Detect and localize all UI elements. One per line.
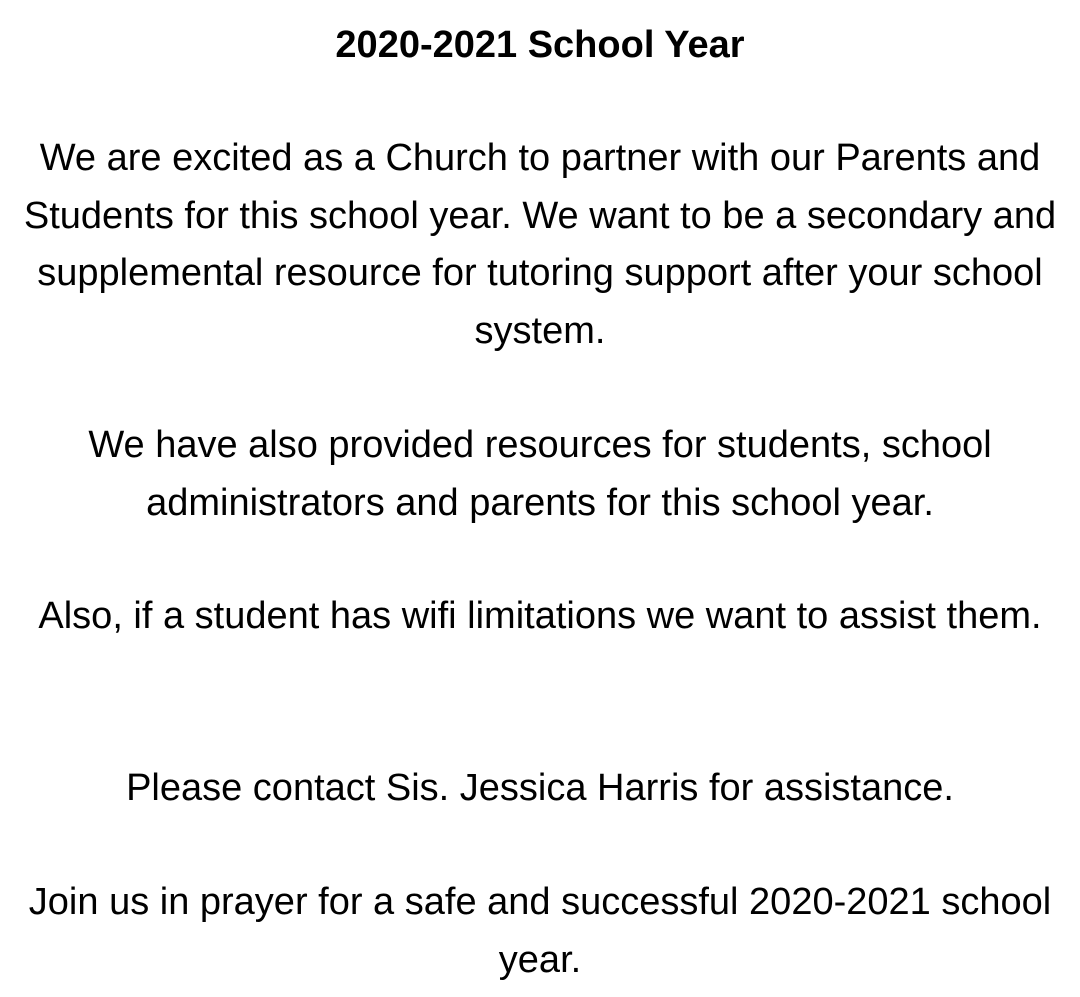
prayer-paragraph: Join us in prayer for a safe and successful 2020-2021 school year.	[28, 881, 1052, 981]
resources-paragraph: We have also provided resources for students, school administrators and parents for this school year.	[88, 424, 992, 524]
wifi-paragraph: Also, if a student has wifi limitations we want to assist them.	[38, 595, 1042, 637]
intro-paragraph: We are excited as a Church to partner with our Parents and Students for this school year. We want to be a secondary and supplemental resource for tutoring support after your school system.	[23, 137, 1057, 352]
page-title: 2020-2021 School Year	[335, 24, 745, 66]
contact-paragraph: Please contact Sis. Jessica Harris for assistance.	[126, 767, 954, 809]
